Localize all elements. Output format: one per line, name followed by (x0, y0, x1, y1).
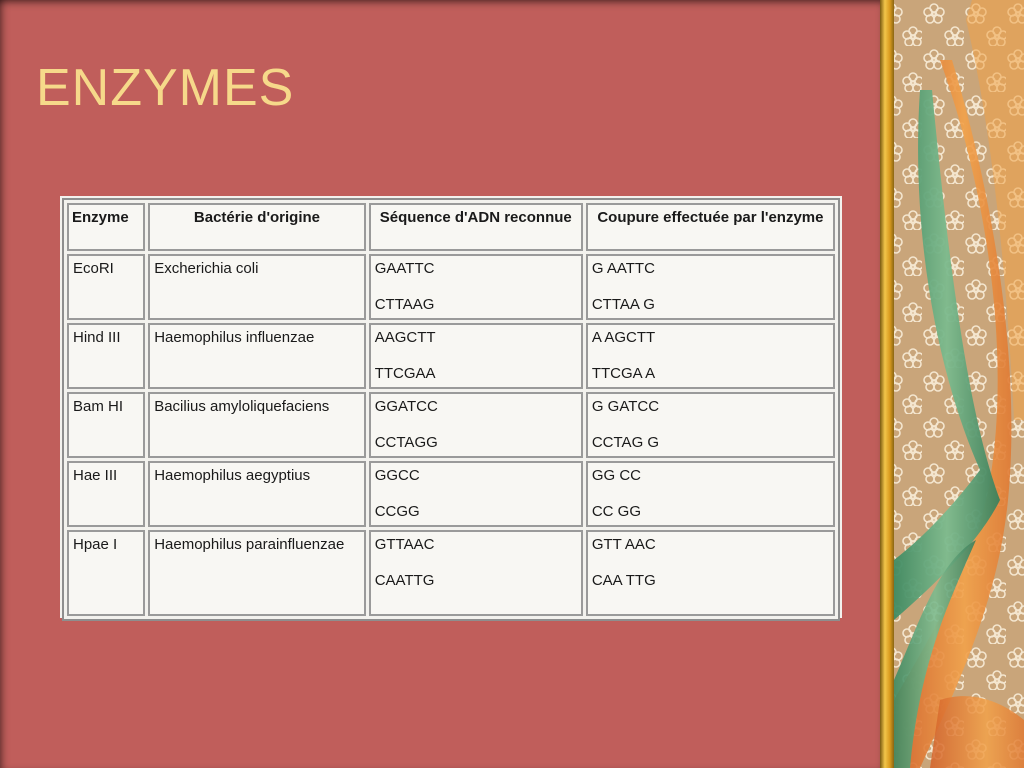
enzyme-table (62, 198, 840, 621)
cell-coupure (586, 392, 835, 458)
table-row (67, 323, 835, 389)
header-enzyme: Enzyme (67, 203, 145, 251)
cell-bacterie: Excherichia coli (148, 254, 366, 320)
cell-sequence (369, 254, 583, 320)
cut-bottom: TTCGA A (591, 365, 656, 382)
cut-top: G AATTC (591, 260, 655, 277)
sequence-top: GGATCC (374, 398, 438, 415)
header-coupure: Coupure effectuée par l'enzyme (586, 203, 835, 251)
cell-coupure (586, 323, 835, 389)
cut-top: GG CC (591, 467, 642, 484)
header-bacterie: Bactérie d'origine (148, 203, 366, 251)
cell-sequence (369, 323, 583, 389)
cell-enzyme: EcoRI (67, 254, 145, 320)
table-row (67, 392, 835, 458)
table-row (67, 461, 835, 527)
cut-bottom: CTTAA G (591, 296, 655, 313)
slide-title: ENZYMES (36, 59, 295, 117)
cut-top: A AGCTT (591, 329, 656, 346)
cell-coupure (586, 530, 835, 616)
cut-bottom: CAA TTG (591, 572, 656, 589)
sequence-top: GGCC (374, 467, 420, 484)
cell-bacterie: Haemophilus parainfluenzae (148, 530, 366, 616)
table-image (60, 196, 842, 618)
cell-bacterie: Bacilius amyloliquefaciens (148, 392, 366, 458)
table-row (67, 530, 835, 616)
cut-bottom: CCTAG G (591, 434, 660, 451)
decorative-border (880, 0, 1024, 768)
sequence-bottom: CCGG (374, 503, 420, 520)
cut-top: GTT AAC (591, 536, 656, 553)
cell-bacterie: Haemophilus influenzae (148, 323, 366, 389)
header-sequence: Séquence d'ADN reconnue (369, 203, 583, 251)
sequence-bottom: TTCGAA (374, 365, 436, 382)
cell-bacterie: Haemophilus aegyptius (148, 461, 366, 527)
cell-sequence (369, 461, 583, 527)
cell-enzyme: Hind III (67, 323, 145, 389)
sequence-top: GAATTC (374, 260, 435, 277)
cut-bottom: CC GG (591, 503, 642, 520)
cut-top: G GATCC (591, 398, 660, 415)
sequence-top: AAGCTT (374, 329, 436, 346)
table-row (67, 254, 835, 320)
cell-coupure (586, 254, 835, 320)
cell-sequence (369, 530, 583, 616)
cell-sequence (369, 392, 583, 458)
sequence-bottom: CAATTG (374, 572, 435, 589)
cell-enzyme: Bam HI (67, 392, 145, 458)
cell-enzyme: Hpae I (67, 530, 145, 616)
cell-coupure (586, 461, 835, 527)
sequence-bottom: CTTAAG (374, 296, 435, 313)
sequence-top: GTTAAC (374, 536, 435, 553)
table-header-row (67, 203, 835, 251)
sequence-bottom: CCTAGG (374, 434, 438, 451)
cell-enzyme: Hae III (67, 461, 145, 527)
